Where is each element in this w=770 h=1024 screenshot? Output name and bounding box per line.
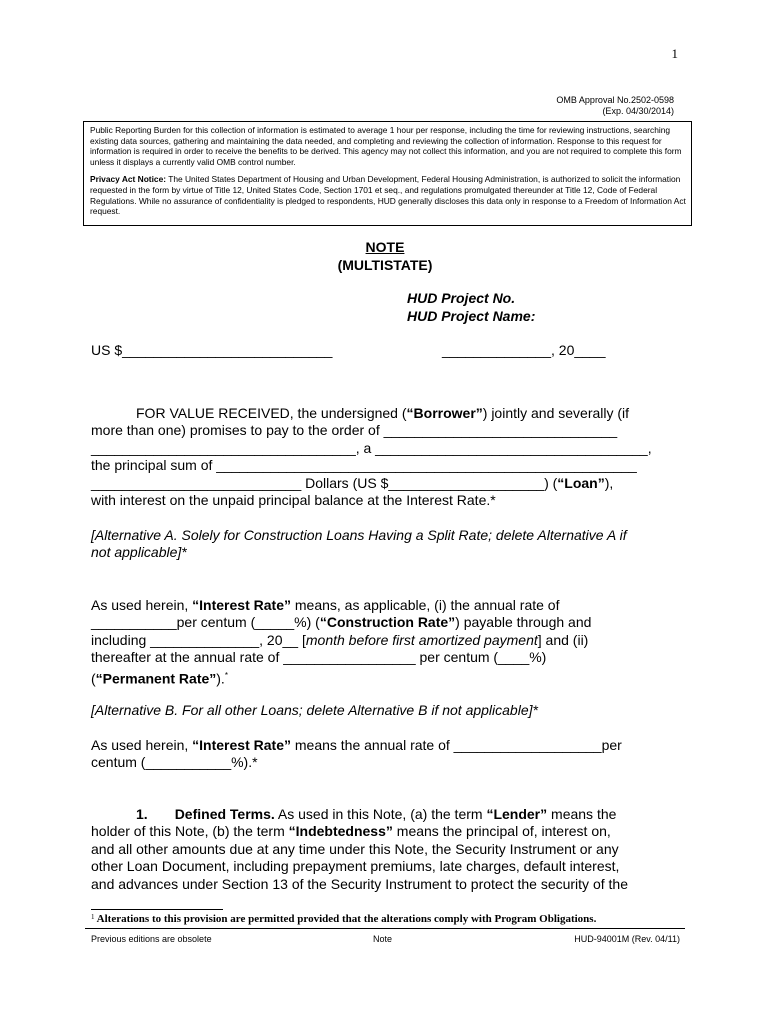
public-burden-box — [83, 121, 692, 226]
document-title: NOTE — [365, 239, 405, 255]
omb-approval — [556, 95, 674, 117]
us-amount-field: US $___________________________ — [91, 342, 333, 358]
interest-rate-alternative-a: As used herein, “Interest Rate” means, as applicable, (i) the annual rate of ___________per centum (_____%) (“Construction Rate”) payable through and including ______________, 20__ [month before first amortized payment] and (ii) thereafter at the annual rate of _________________ per centum (____%) (“Permanent Rate”).* — [91, 597, 592, 687]
privacy-act-notice — [90, 174, 686, 216]
footer-separator — [85, 928, 685, 929]
footer-left: Previous editions are obsolete — [91, 934, 212, 944]
defined-terms-section: 1. Defined Terms. As used in this Note, (a) the term “Lender” means the holder of this Note, (b) the term “Indebtedness” means the principal of, interest on, and all other amounts due at any time under this Note, the Security Instrument or any other Loan Document, including prepayment premiums, late charges, default interest, and advances under Section 13 of the Security Instrument to protect the security of the — [91, 806, 628, 892]
footer-form-number: HUD-94001M (Rev. 04/11) — [574, 934, 680, 944]
public-reporting-burden: Public Reporting Burden for this collection of information is estimated to average 1 hour per response, including the time for reviewing instructions, searching existing data sources, gathering and maintaining the data needed, and completing and reviewing the collection of information. Response to this request for information is required in order to receive the benefits to be derived. This agency may not collect this information, and you are not required to complete this form unless it displays a currently valid OMB control number. — [90, 125, 682, 167]
footnote: $^1$ Alterations to this provision are permitted provided that the alterations comply with Program Obligations. — [91, 913, 597, 925]
omb-approval-number: OMB Approval No.2502-0598 — [556, 95, 674, 105]
footer-center: Note — [373, 934, 393, 944]
document-subtitle: (MULTISTATE) — [337, 257, 433, 273]
privacy-act-label: Privacy Act Notice: — [90, 174, 167, 185]
hud-project-name: HUD Project Name: — [407, 308, 536, 324]
date-field: ______________, 20____ — [442, 342, 606, 358]
alternative-a: [Alternative A. Solely for Construction Loans Having a Split Rate; delete Alternative A if not applicable]* — [91, 527, 627, 561]
privacy-act-text: The United States Department of Housing and Urban Development, Federal Housing Administration, is authorized to solicit the information requested in the form by virtue of Title 12, United States Code, Section 1701 et seq., and regulations promulgated thereunder at Title 12, Code of Federal Regulations. While no assurance of confidentiality is pledged to respondents, HUD generally discloses this data only in response to a Freedom of Information Act request. — [90, 174, 686, 217]
footnote-separator — [91, 909, 223, 910]
interest-rate-alternative-b: As used herein, “Interest Rate” means the annual rate of ___________________per centum (___________%).* — [91, 737, 622, 771]
value-received-paragraph: FOR VALUE RECEIVED, the undersigned (“Borrower”) jointly and severally (if more than one) promises to pay to the order of ______________________________ __________________________________, a ___________________________________, the principal sum of ______________________________________________________ ___________________________ Dollars (US $____________________) (“Loan”), with interest on the unpaid principal balance at the Interest Rate.* — [91, 405, 652, 509]
section-heading: Defined Terms. — [174, 806, 275, 822]
omb-expiration: (Exp. 04/30/2014) — [602, 106, 674, 116]
alternative-b: [Alternative B. For all other Loans; delete Alternative B if not applicable]* — [91, 702, 538, 718]
hud-project-number: HUD Project No. — [407, 290, 516, 306]
section-number: 1. — [136, 806, 148, 822]
page-number: 1 — [671, 46, 678, 61]
